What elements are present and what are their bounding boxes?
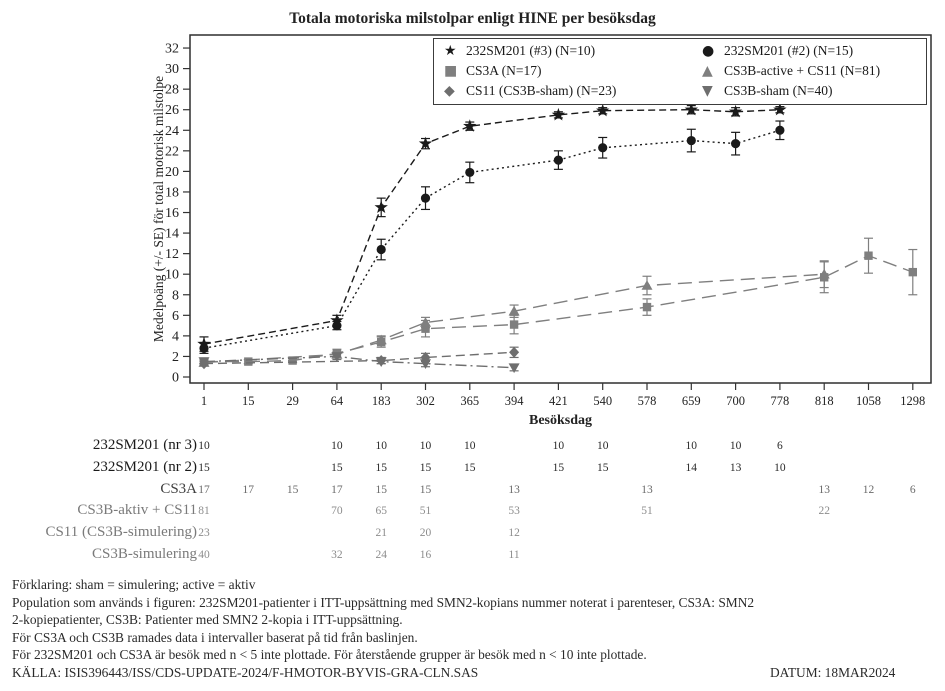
- table-cell: 15: [375, 461, 387, 474]
- y-tick-label: 18: [165, 185, 179, 201]
- footnote-line-1: Förklaring: sham = simulering; active = aktiv: [12, 577, 256, 592]
- series-line: [204, 130, 780, 348]
- legend-item: [444, 61, 702, 81]
- y-tick-label: 12: [165, 247, 179, 263]
- data-point-marker: [642, 280, 653, 290]
- table-cell: 40: [198, 549, 210, 561]
- table-cell: 24: [375, 549, 387, 561]
- data-point-marker: [377, 245, 386, 254]
- y-axis-title: Medelpoäng (+/- SE) för total motorisk milstolpe: [151, 75, 166, 343]
- table-row-label: CS11 (CS3B-simulering): [45, 524, 197, 541]
- y-tick-label: 6: [172, 308, 179, 324]
- table-cell: 10: [375, 440, 387, 452]
- data-point-marker: [554, 155, 563, 164]
- table-cell: 15: [198, 461, 210, 474]
- y-tick-label: 8: [172, 288, 179, 304]
- table-cell: 22: [818, 505, 830, 518]
- table-cell: 15: [375, 483, 387, 496]
- legend-label: CS3B-sham (N=40): [724, 83, 833, 98]
- data-point-marker: [509, 347, 519, 358]
- data-point-marker: [465, 168, 474, 177]
- y-tick-label: 24: [165, 123, 179, 139]
- table-cell: 15: [331, 461, 343, 474]
- table-cell: 15: [286, 483, 299, 496]
- y-tick-label: 26: [165, 103, 179, 119]
- footnote-line-2: Population som används i figuren: 232SM201-patienter i ITT-uppsättning med SMN2-kopians nummer noterat i parenteser, CS3A: SMN2: [12, 594, 755, 610]
- table-cell: 21: [375, 527, 387, 540]
- table-cell: 16: [419, 549, 432, 561]
- data-point-marker: [775, 126, 784, 135]
- data-point-marker: [687, 136, 696, 145]
- x-tick-label: 365: [460, 394, 480, 408]
- table-cell: 23: [198, 527, 210, 540]
- table-cell: 12: [862, 483, 875, 496]
- legend-label: 232SM201 (#3) (N=10): [466, 43, 596, 58]
- data-point-marker: [552, 108, 565, 121]
- legend-marker-icon: ▼: [702, 83, 713, 99]
- table-cell: 65: [375, 505, 387, 518]
- table-cell: 17: [331, 483, 343, 496]
- data-point-marker: [332, 321, 341, 330]
- y-tick-label: 28: [165, 82, 179, 98]
- x-tick-label: 302: [416, 394, 435, 408]
- table-cell: 51: [641, 505, 653, 518]
- data-point-marker: [421, 194, 430, 203]
- legend-marker-icon: ★: [444, 43, 457, 59]
- legend-item: [702, 41, 880, 61]
- data-point-marker: [509, 363, 520, 373]
- y-tick-label: 16: [165, 206, 179, 222]
- x-tick-label: 1: [200, 394, 208, 408]
- table-cell: 10: [729, 440, 742, 452]
- footnote-line-4: För CS3A och CS3B ramades data i intervaller baserat på tid från baslinjen.: [12, 629, 418, 645]
- footnotes: [12, 576, 937, 682]
- source-line: [12, 664, 937, 682]
- data-point-marker: [510, 320, 518, 328]
- x-tick-label: 700: [726, 394, 745, 408]
- table-cell: 10: [464, 440, 476, 452]
- legend-label: CS11 (CS3B-sham) (N=23): [466, 83, 617, 98]
- table-row-label: 232SM201 (nr 2): [92, 458, 197, 475]
- table-cell: 20: [419, 527, 432, 540]
- legend-marker-icon: ▲: [702, 63, 713, 79]
- legend-item: [702, 61, 880, 81]
- y-tick-label: 20: [165, 164, 179, 180]
- x-axis-title: Besöksdag: [528, 413, 593, 428]
- series-line: [204, 256, 913, 362]
- x-tick-label: 1298: [900, 394, 926, 408]
- legend-item: [702, 81, 880, 101]
- data-point-marker: [909, 268, 917, 276]
- table-cell: 17: [242, 483, 255, 496]
- data-point-marker: [864, 251, 872, 259]
- table-cell: 12: [508, 527, 520, 540]
- visits-table: [0, 437, 945, 571]
- chart-title: Totala motoriska milstolpar enligt HINE per besöksdag: [289, 10, 656, 27]
- table-cell: 51: [419, 505, 432, 518]
- x-tick-label: 578: [637, 394, 657, 408]
- table-cell: 10: [198, 440, 210, 452]
- legend-label: CS3B-active + CS11 (N=81): [724, 63, 881, 78]
- table-cell: 53: [508, 505, 520, 518]
- table-cell: 70: [331, 505, 343, 518]
- table-cell: 10: [552, 440, 565, 452]
- legend-marker-icon: ●: [702, 43, 715, 59]
- y-tick-label: 4: [172, 329, 179, 345]
- legend-column: [444, 41, 702, 101]
- table-cell: 6: [909, 483, 916, 496]
- legend-label: 232SM201 (#2) (N=15): [724, 43, 854, 58]
- data-point-marker: [731, 139, 740, 148]
- table-cell: 10: [774, 461, 786, 474]
- data-point-marker: [376, 357, 387, 367]
- table-cell: 10: [331, 440, 343, 452]
- legend-item: [444, 41, 702, 61]
- legend-label: CS3A (N=17): [466, 63, 542, 78]
- data-point-marker: [596, 104, 609, 117]
- x-tick-label: 540: [593, 394, 613, 408]
- table-cell: 13: [729, 461, 742, 474]
- table-cell: 10: [419, 440, 432, 452]
- x-tick-label: 1058: [856, 394, 881, 408]
- data-point-marker: [598, 143, 607, 152]
- table-row-label: CS3A: [160, 480, 197, 497]
- table-cell: 15: [419, 483, 432, 496]
- data-point-marker: [643, 303, 651, 311]
- legend-column: [702, 41, 880, 101]
- x-tick-label: 421: [549, 394, 568, 408]
- y-tick-label: 22: [165, 144, 179, 160]
- table-cell: 13: [641, 483, 653, 496]
- series-line: [204, 110, 780, 344]
- footnote-line-3: 2-kopiepatienter, CS3B: Patienter med SMN2 2-kopia i ITT-uppsättning.: [12, 612, 403, 628]
- source-text: KÄLLA: ISIS396443/ISS/CDS-UPDATE-2024/F-HMOTOR-BYVIS-GRA-CLN.SAS: [12, 664, 479, 680]
- footnote-line-5: För 232SM201 och CS3A är besök med n < 5 inte plottade. För återstående grupper är besök med n < 10 inte plottade.: [12, 647, 647, 663]
- data-point-marker: [199, 344, 208, 353]
- x-tick-label: 778: [770, 394, 790, 408]
- x-tick-label: 64: [330, 394, 344, 408]
- data-point-marker: [244, 357, 252, 365]
- x-tick-label: 29: [286, 394, 299, 408]
- y-tick-label: 14: [165, 226, 179, 242]
- table-row-label: 232SM201 (nr 3): [92, 437, 197, 453]
- y-tick-label: 10: [165, 267, 179, 283]
- table-cell: 6: [777, 440, 783, 452]
- table-cell: 15: [464, 461, 476, 474]
- legend-marker-icon: ■: [444, 63, 458, 79]
- legend-marker-icon: ◆: [444, 83, 455, 99]
- table-cell: 15: [419, 461, 432, 474]
- table-cell: 10: [685, 440, 698, 452]
- table-cell: 15: [596, 461, 609, 474]
- datum-text: DATUM: 18MAR2024: [770, 664, 896, 680]
- y-tick-label: 2: [172, 349, 179, 365]
- table-cell: 17: [198, 483, 210, 496]
- x-tick-label: 818: [814, 394, 834, 408]
- y-tick-label: 0: [172, 370, 179, 386]
- table-cell: 11: [508, 549, 520, 561]
- x-tick-label: 15: [242, 394, 255, 408]
- table-cell: 81: [198, 505, 210, 518]
- table-row-label: CS3B-aktiv + CS11: [77, 502, 197, 519]
- table-cell: 14: [685, 461, 698, 474]
- table-cell: 32: [331, 549, 343, 561]
- table-cell: 13: [818, 483, 830, 496]
- x-tick-label: 183: [371, 394, 391, 408]
- y-tick-label: 32: [165, 41, 179, 57]
- table-cell: 15: [552, 461, 565, 474]
- x-tick-label: 659: [681, 394, 701, 408]
- y-tick-label: 30: [165, 62, 179, 78]
- x-tick-label: 394: [504, 394, 524, 408]
- legend-item: [444, 81, 702, 101]
- table-cell: 13: [508, 483, 520, 496]
- legend: [433, 38, 927, 105]
- table-row-label: CS3B-simulering: [91, 546, 197, 562]
- table-cell: 10: [596, 440, 609, 452]
